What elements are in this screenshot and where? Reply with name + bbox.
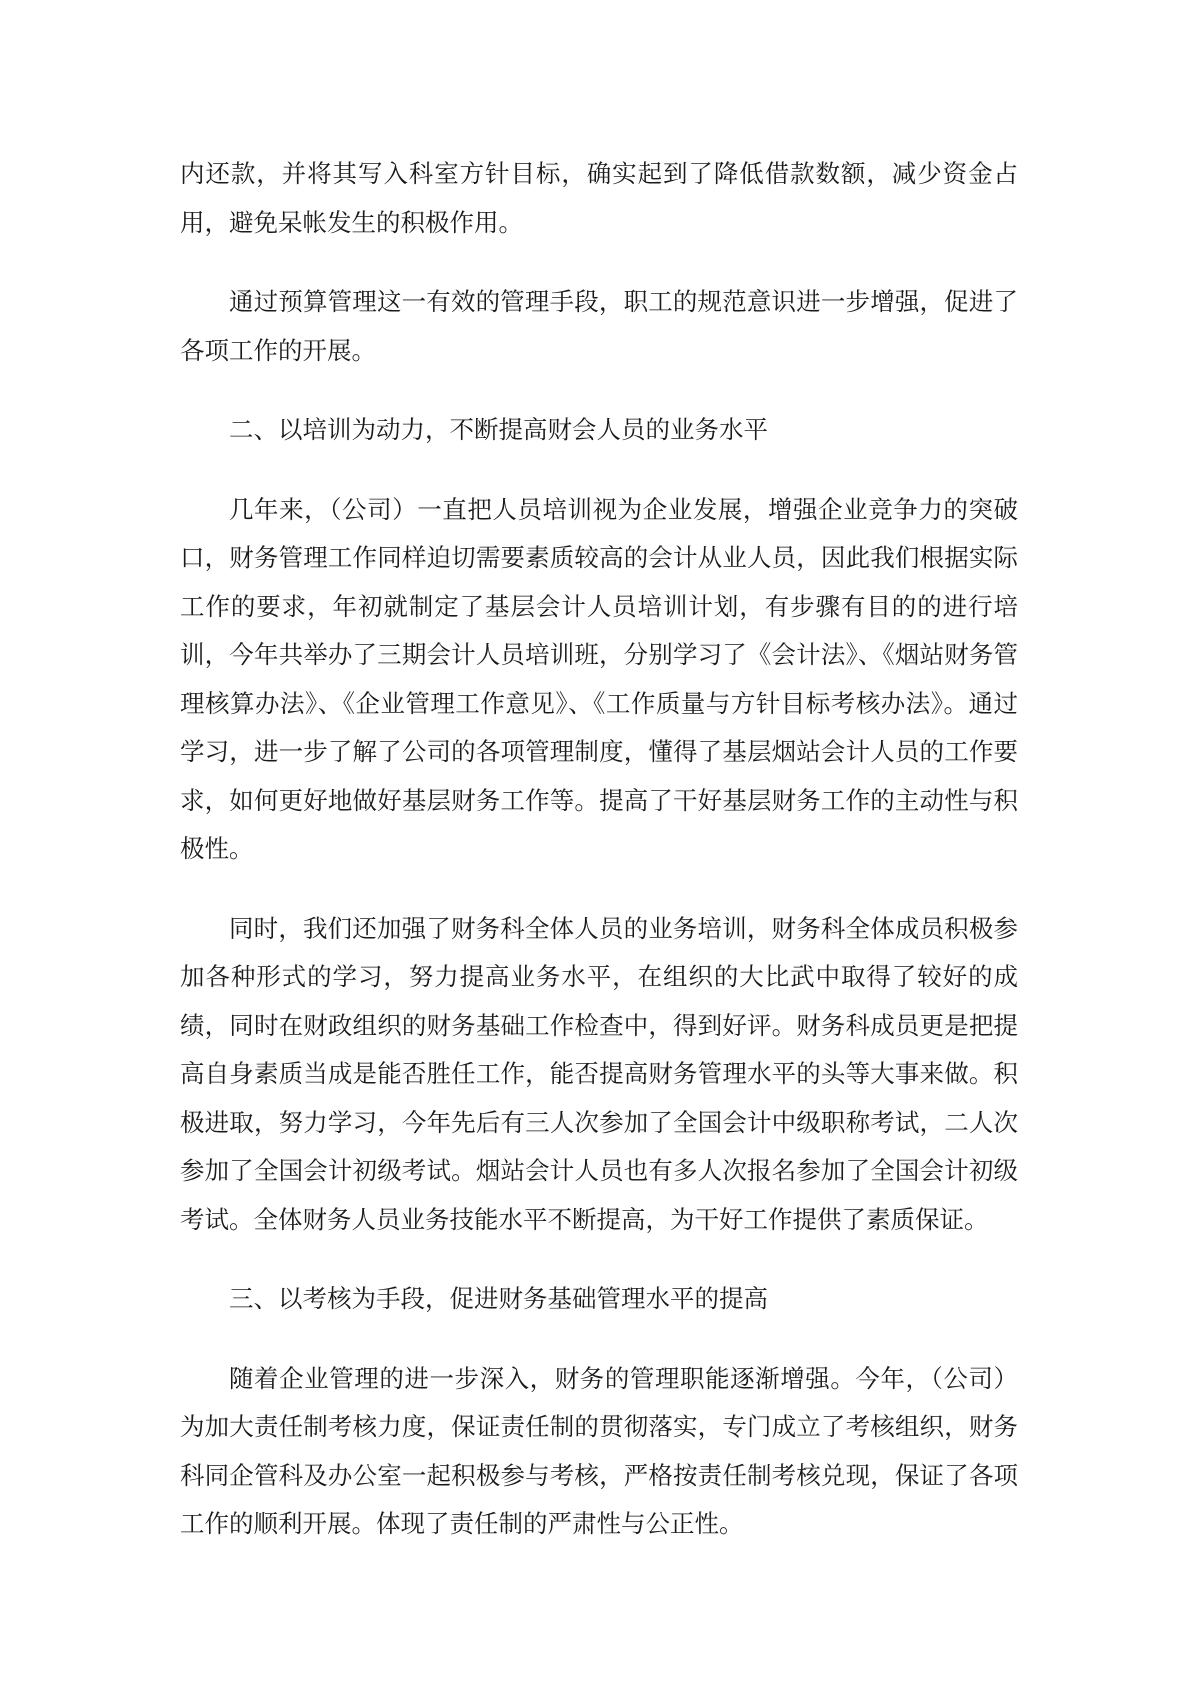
section-heading-assessment: 三、以考核为手段，促进财务基础管理水平的提高 [229,1284,768,1313]
paragraph-staff-training: 同时，我们还加强了财务科全体人员的业务培训，财务科全体成员积极参加各种形式的学习，努力提高业务水平，在组织的大比武中取得了较好的成绩，同时在财政组织的财务基础工作检查中，得到好评。财务科成员更是把提高自身素质当成是能否胜任工作，能否提高财务管理水平的头等大事来做。积极进取，努力学习，今年先后有三人次参加了全国会计中级职称考试，二人次参加了全国会计初级考试。烟站会计人员也有多人次报名参加了全国会计初级考试。全体财务人员业务技能水平不断提高，为干好工作提供了素质保证。 [180,913,1018,1234]
document-body [180,150,1018,1580]
paragraph-assessment: 随着企业管理的进一步深入，财务的管理职能逐渐增强。今年，（公司）为加大责任制考核力度，保证责任制的贯彻落实，专门成立了考核组织，财务科同企管科及办公室一起积极参与考核，严格按责任制考核兑现，保证了各项工作的顺利开展。体现了责任制的严肃性与公正性。 [180,1363,1018,1538]
paragraph-training-program: 几年来，（公司）一直把人员培训视为企业发展，增强企业竞争力的突破口，财务管理工作同样迫切需要素质较高的会计从业人员，因此我们根据实际工作的要求，年初就制定了基层会计人员培训计划，有步骤有目的的进行培训，今年共举办了三期会计人员培训班，分别学习了《会计法》、《烟站财务管理核算办法》、《企业管理工作意见》、《工作质量与方针目标考核办法》。通过学习，进一步了解了公司的各项管理制度，懂得了基层烟站会计人员的工作要求，如何更好地做好基层财务工作等。提高了干好基层财务工作的主动性与积极性。 [180,494,1018,863]
paragraph-budget-management: 通过预算管理这一有效的管理手段，职工的规范意识进一步增强，促进了各项工作的开展。 [180,287,1018,365]
paragraph-continuation: 内还款，并将其写入科室方针目标，确实起到了降低借款数额，减少资金占用，避免呆帐发生的积极作用。 [180,159,1018,237]
section-heading-training: 二、以培训为动力，不断提高财会人员的业务水平 [229,415,768,444]
